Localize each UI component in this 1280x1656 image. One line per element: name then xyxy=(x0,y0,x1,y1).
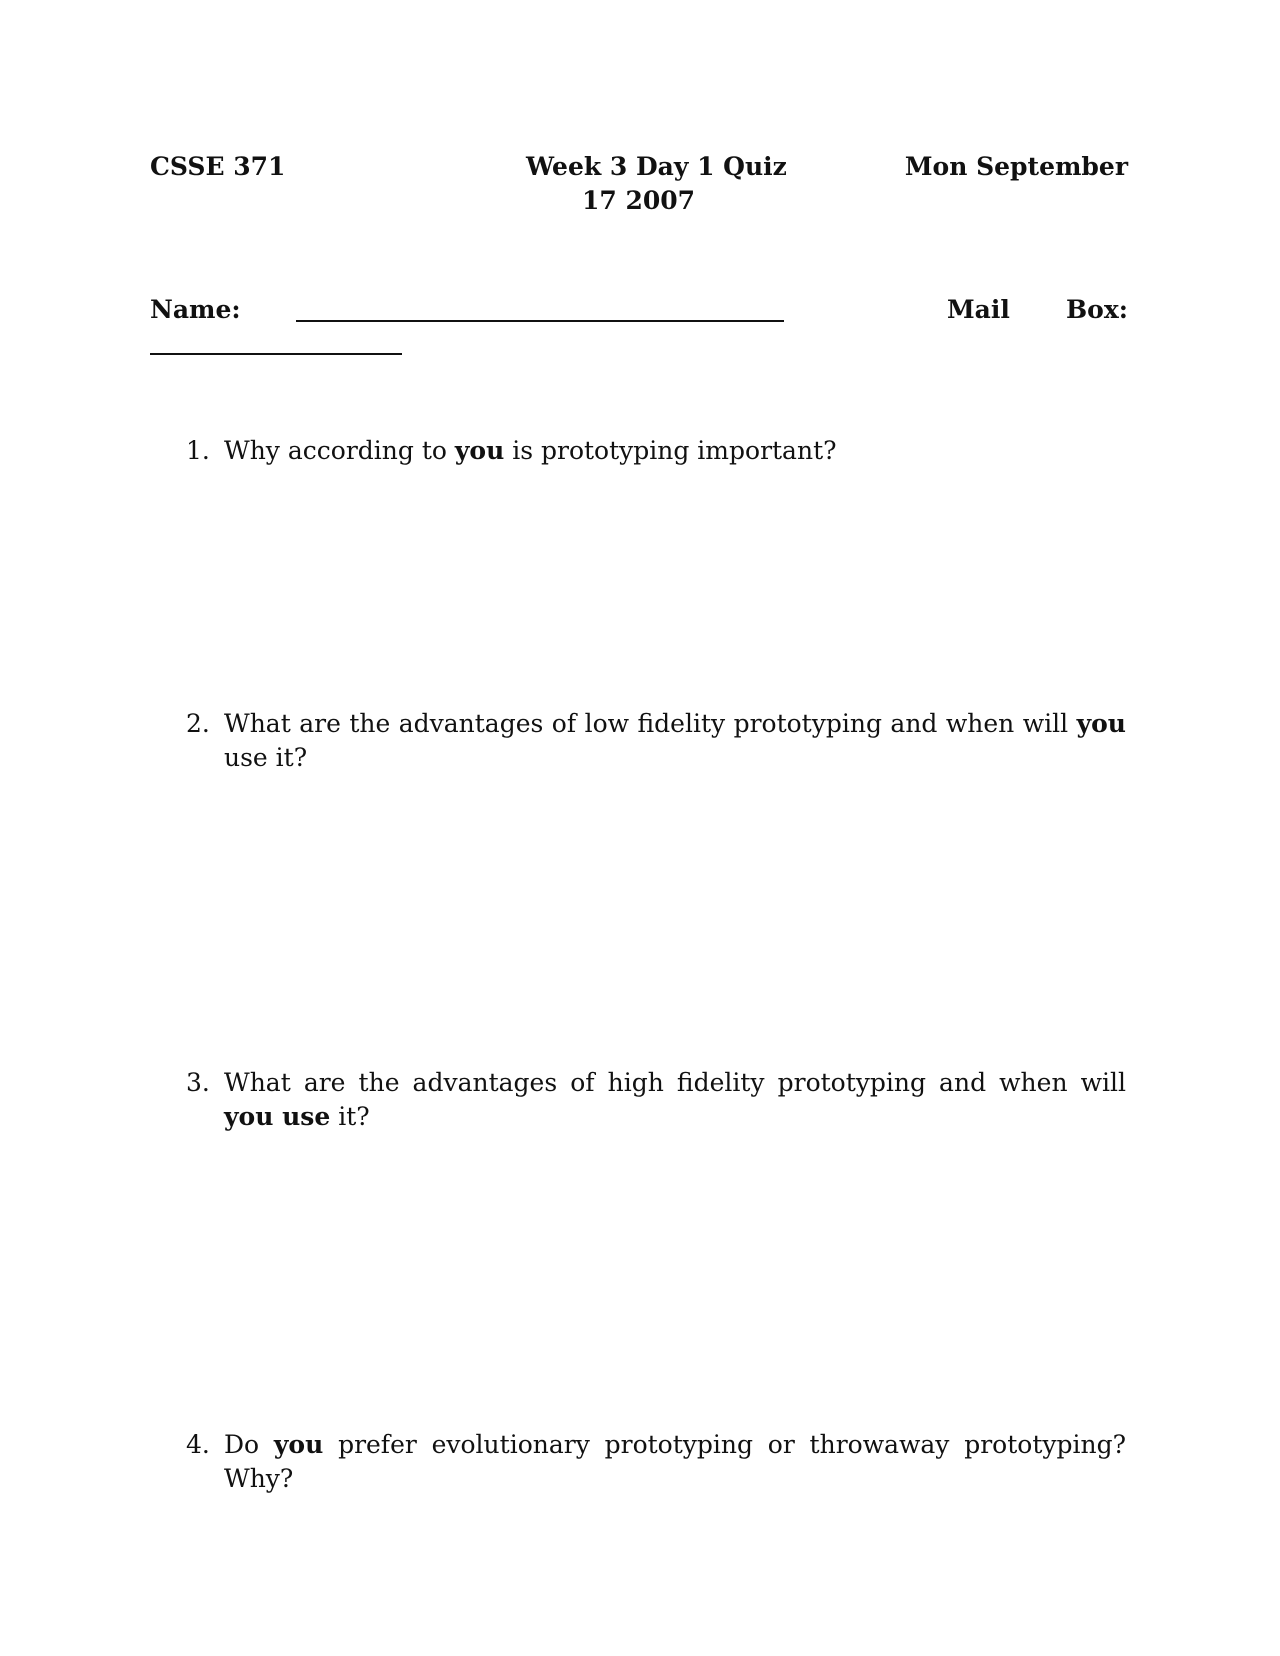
mailbox-blank-line[interactable] xyxy=(150,353,402,355)
box-label: Box: xyxy=(1066,295,1128,324)
question-number: 4. xyxy=(186,1430,210,1459)
question-number: 1. xyxy=(186,436,210,465)
quiz-date-line2: 17 2007 xyxy=(582,186,696,215)
quiz-title: Week 3 Day 1 Quiz xyxy=(526,152,787,181)
question-text: Do you prefer evolutionary prototyping or throwaway prototyping? Why? xyxy=(224,1430,1126,1493)
question-text: What are the advantages of low fidelity prototyping and when will you use it? xyxy=(224,709,1126,772)
question-number: 2. xyxy=(186,709,210,738)
question-text: What are the advantages of high fidelity prototyping and when will you use it? xyxy=(224,1068,1126,1131)
name-blank-line[interactable] xyxy=(296,320,784,322)
quiz-date-line1: Mon September xyxy=(904,152,1128,181)
course-code: CSSE 371 xyxy=(150,152,286,181)
question-text: Why according to you is prototyping important? xyxy=(224,436,837,465)
question-number: 3. xyxy=(186,1068,210,1097)
name-label: Name: xyxy=(150,295,241,324)
mail-label: Mail xyxy=(947,295,1010,324)
